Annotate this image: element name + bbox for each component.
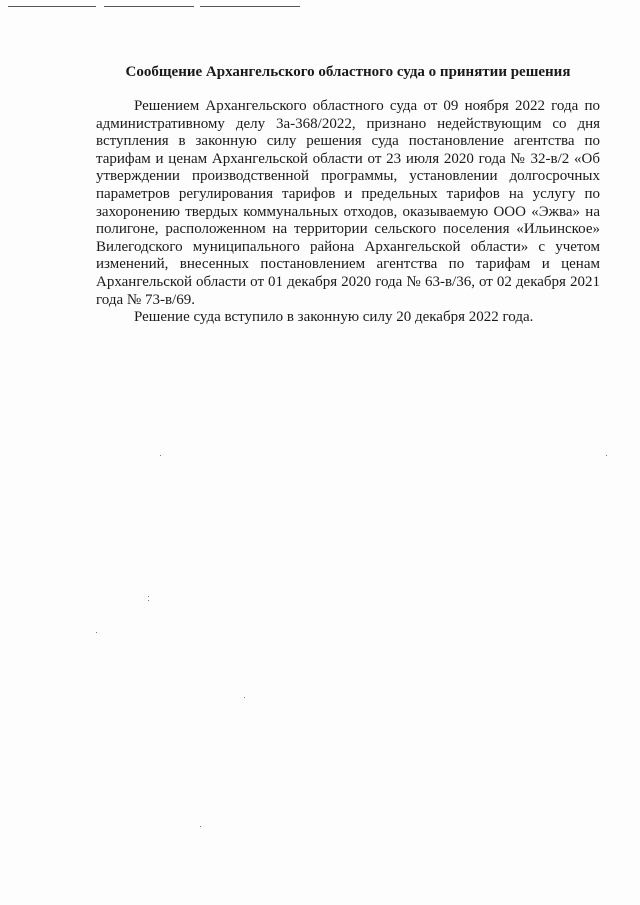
scan-artifact-line	[200, 6, 300, 7]
scan-speck	[606, 455, 607, 456]
scan-speck	[244, 697, 245, 698]
scan-speck	[200, 826, 201, 827]
scan-speck	[148, 600, 149, 601]
scan-artifact-line	[8, 6, 96, 7]
scan-speck	[148, 596, 149, 597]
paragraph-decision: Решением Архангельского областного суда от 09 ноября 2022 года по административному делу 3а-368/2022, признано недействующим со дня вступления в законную силу решения суда постановление агентства по тарифам и ценам Архангельской области от 23 июля 2020 года № 32-в/2 «Об утверждении производственной программы, установлении долгосрочных параметров регулирования тарифов и предельных тарифов на услугу по захоронению твердых коммунальных отходов, оказываемую ООО «Эжва» на полигоне, расположенном на территории сельского поселения «Ильинское» Вилегодского муниципального района Архангельской области» с учетом изменений, внесенных постановлением агентства по тарифам и ценам Архангельской области от 01 декабря 2020 года № 63-в/36, от 02 декабря 2021 года № 73-в/69.	[96, 98, 600, 308]
document-body	[96, 98, 600, 327]
scan-speck	[160, 455, 161, 456]
document-title: Сообщение Архангельского областного суда о принятии решения	[125, 64, 571, 80]
scan-speck	[96, 632, 97, 633]
scan-artifact-line	[104, 6, 194, 7]
paragraph-effective-date: Решение суда вступило в законную силу 20 декабря 2022 года.	[134, 309, 534, 326]
